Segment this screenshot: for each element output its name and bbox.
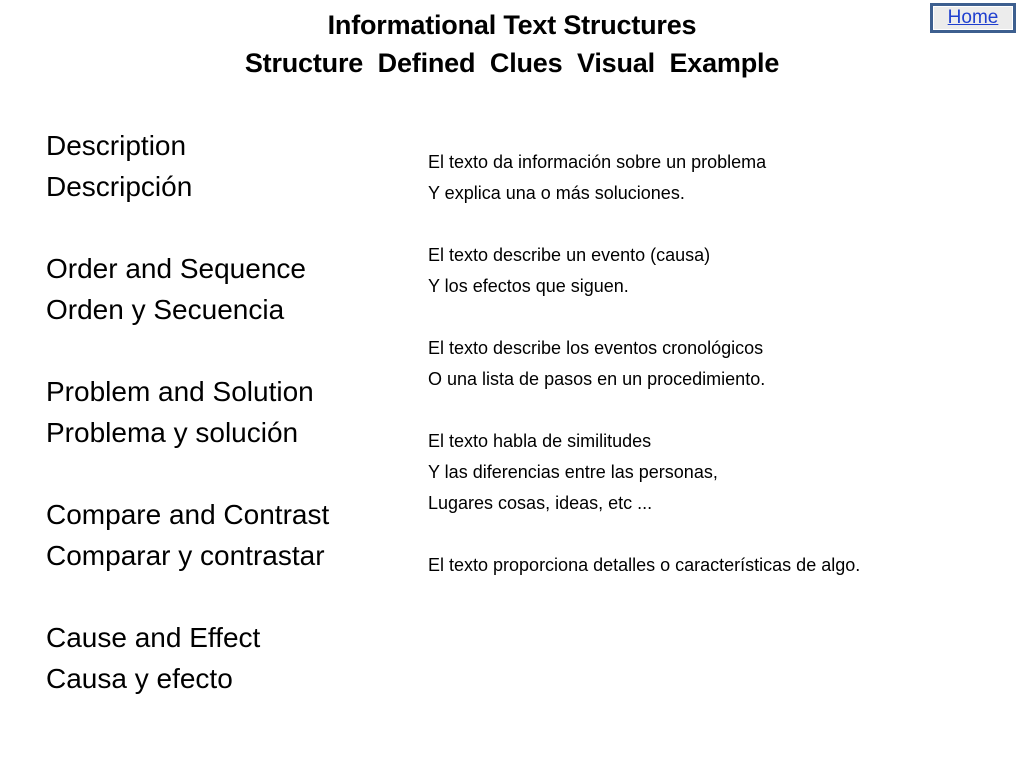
- structure-spanish: Causa y efecto: [46, 663, 233, 694]
- definition-line: Y los efectos que siguen.: [428, 276, 629, 296]
- structure-spanish: Problema y solución: [46, 417, 299, 448]
- structure-english: Order and Sequence: [46, 253, 306, 284]
- definition-item: [428, 550, 1018, 581]
- definition-item: [428, 426, 1018, 519]
- structure-list: [46, 125, 406, 740]
- definition-item: [428, 333, 1018, 395]
- definition-item: [428, 147, 1018, 209]
- definition-line: Lugares cosas, ideas, etc ...: [428, 493, 653, 513]
- structure-spanish: Comparar y contrastar: [46, 540, 325, 571]
- structure-item-description: [46, 125, 406, 207]
- definition-line: El texto describe un evento (causa): [428, 245, 711, 265]
- structure-item-order-sequence: [46, 248, 406, 330]
- definition-line: El texto proporciona detalles o características de algo.: [428, 555, 861, 575]
- structure-english: Problem and Solution: [46, 376, 314, 407]
- home-button[interactable]: [930, 3, 1016, 33]
- structure-english: Compare and Contrast: [46, 499, 330, 530]
- structure-spanish: Orden y Secuencia: [46, 294, 285, 325]
- definition-list: [428, 147, 1018, 612]
- page-title: [0, 6, 1024, 82]
- structure-english: Cause and Effect: [46, 622, 261, 653]
- structure-item-problem-solution: [46, 371, 406, 453]
- definition-line: Y las diferencias entre las personas,: [428, 462, 718, 482]
- definition-line: El texto da información sobre un problema: [428, 152, 767, 172]
- definition-item: [428, 240, 1018, 302]
- home-link[interactable]: Home: [947, 7, 999, 28]
- title-line-2: Structure Defined Clues Visual Example: [244, 48, 780, 78]
- title-line-1: Informational Text Structures: [327, 10, 697, 40]
- structure-spanish: Descripción: [46, 171, 193, 202]
- structure-item-compare-contrast: [46, 494, 406, 576]
- definition-line: O una lista de pasos en un procedimiento.: [428, 369, 766, 389]
- definition-line: El texto describe los eventos cronológicos: [428, 338, 764, 358]
- structure-english: Description: [46, 130, 187, 161]
- definition-line: Y explica una o más soluciones.: [428, 183, 685, 203]
- structure-item-cause-effect: [46, 617, 406, 699]
- definition-line: El texto habla de similitudes: [428, 431, 652, 451]
